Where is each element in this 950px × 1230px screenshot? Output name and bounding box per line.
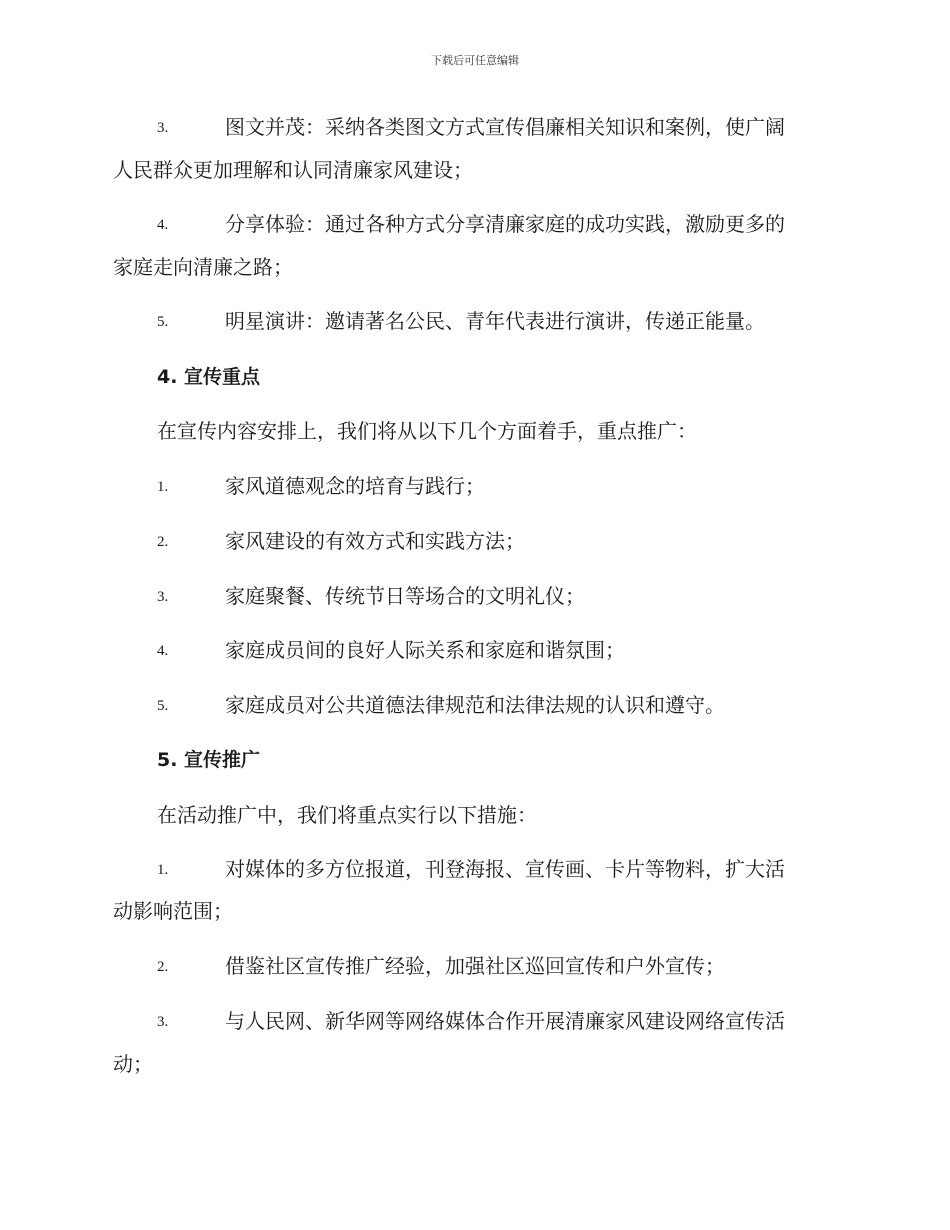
list-item-text: 家庭聚餐、传统节日等场合的文明礼仪； bbox=[225, 584, 585, 608]
list-item-text: 图文并茂：采纳各类图文方式宣传倡廉相关知识和案例，使广阔 bbox=[225, 115, 785, 139]
list-number: 3. bbox=[157, 120, 169, 136]
list-item-text: 分享体验：通过各种方式分享清廉家庭的成功实践，激励更多的 bbox=[225, 212, 785, 236]
list-number: 1. bbox=[157, 479, 169, 495]
list-number: 2. bbox=[157, 959, 169, 975]
list-item-text: 对媒体的多方位报道，刊登海报、宣传画、卡片等物料，扩大活 bbox=[225, 857, 785, 881]
section-intro: 在活动推广中，我们将重点实行以下措施： bbox=[157, 803, 537, 827]
list-number: 2. bbox=[157, 534, 169, 550]
section-heading: 5. 宣传推广 bbox=[157, 749, 261, 771]
list-item-text: 家庭成员间的良好人际关系和家庭和谐氛围； bbox=[225, 638, 625, 662]
list-number: 4. bbox=[157, 643, 169, 659]
list-number: 4. bbox=[157, 217, 169, 233]
page-header: 下载后可任意编辑 bbox=[431, 54, 519, 67]
list-item-continuation: 家庭走向清廉之路； bbox=[113, 255, 293, 279]
list-number: 1. bbox=[157, 862, 169, 878]
list-item-text: 家庭成员对公共道德法律规范和法律法规的认识和遵守。 bbox=[225, 693, 725, 717]
list-item-text: 家风建设的有效方式和实践方法； bbox=[225, 529, 525, 553]
list-item-continuation: 人民群众更加理解和认同清廉家风建设； bbox=[113, 158, 473, 182]
section-intro: 在宣传内容安排上，我们将从以下几个方面着手，重点推广： bbox=[157, 419, 697, 443]
list-item-text: 家风道德观念的培育与践行； bbox=[225, 474, 485, 498]
list-item-text: 明星演讲：邀请著名公民、青年代表进行演讲，传递正能量。 bbox=[225, 309, 765, 333]
section-heading: 4. 宣传重点 bbox=[157, 366, 261, 388]
list-number: 5. bbox=[157, 698, 169, 714]
list-item-text: 与人民网、新华网等网络媒体合作开展清廉家风建设网络宣传活 bbox=[225, 1009, 785, 1033]
list-number: 5. bbox=[157, 314, 169, 330]
list-item-text: 借鉴社区宣传推广经验，加强社区巡回宣传和户外宣传； bbox=[225, 954, 725, 978]
list-item-continuation: 动； bbox=[113, 1052, 153, 1076]
list-item-continuation: 动影响范围； bbox=[113, 899, 233, 923]
list-number: 3. bbox=[157, 589, 169, 605]
list-number: 3. bbox=[157, 1014, 169, 1030]
